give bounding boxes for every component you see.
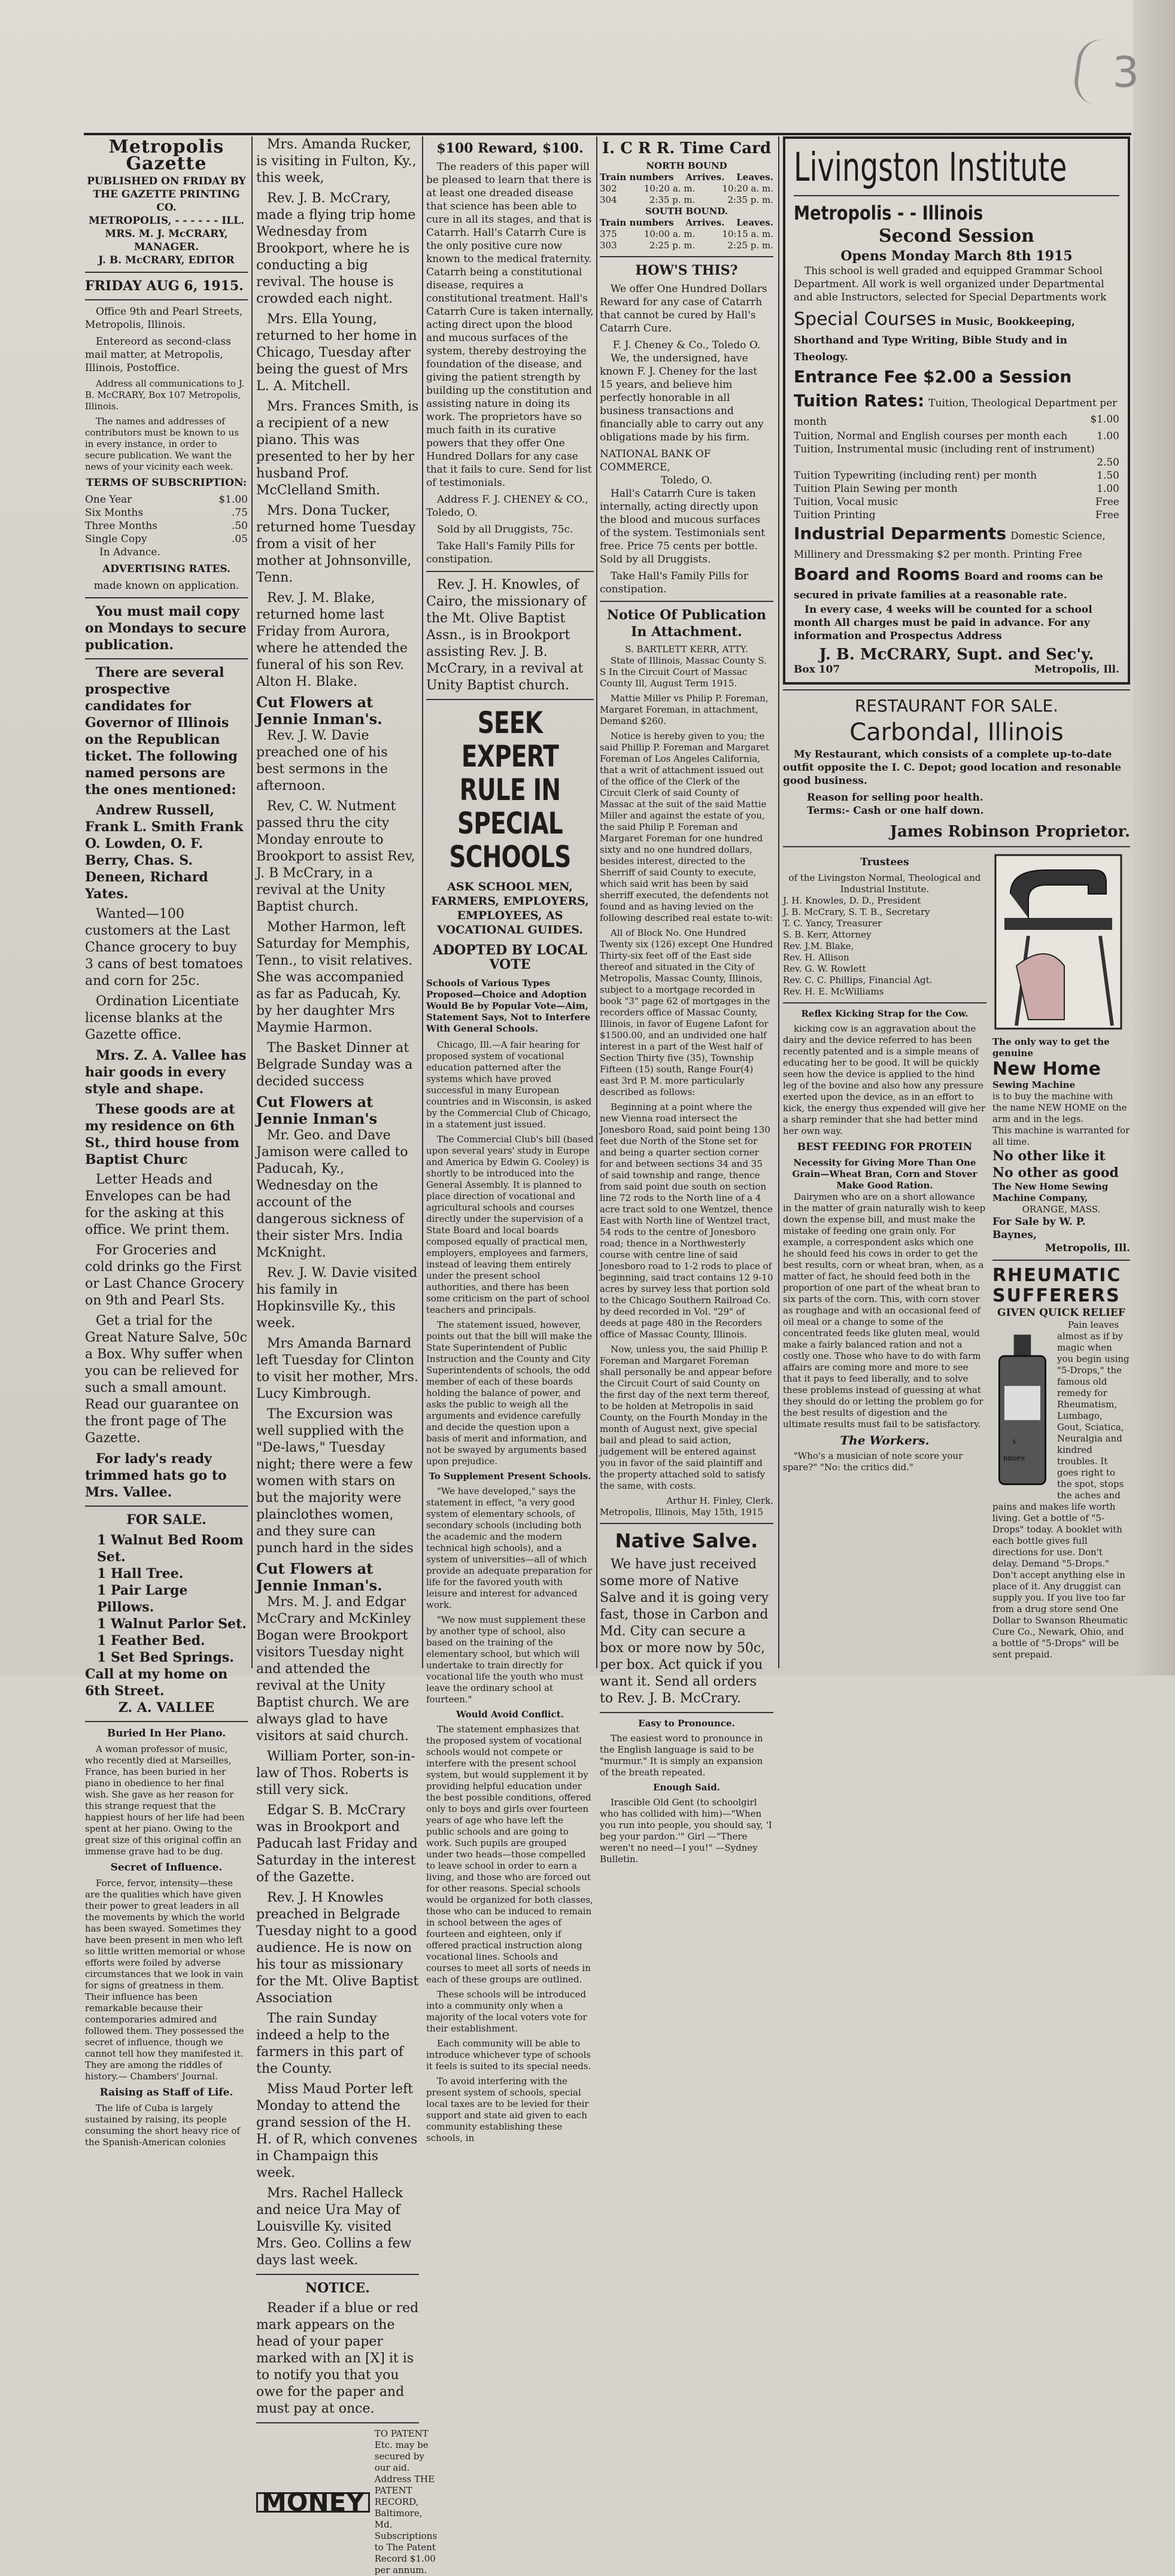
sewing-slogan: No other like it: [992, 1148, 1106, 1164]
tuition-section: [794, 389, 1119, 430]
hats-ad: For lady's ready trimmed hats go to Mrs. Vallee.: [85, 1451, 227, 1500]
sale-item: 1 Pair Large Pillows.: [97, 1583, 188, 1615]
sale-signature: Z. A. VALLEE: [118, 1700, 215, 1716]
advertising-title: ADVERTISING RATES.: [102, 563, 230, 575]
local-item: William Porter, son-in-law of Thos. Roberts is still very sick.: [256, 1749, 415, 1798]
native-salve-text: We have just received some more of Native Salve and it is going very fast, those in Carbon and Md. City can secure a box or more now by 50c, per box. Act quick if you want it. Send all orders to Rev. J. B. McCrary.: [600, 1557, 769, 1706]
column-5: [783, 136, 1130, 1664]
tuition-head-price: $1.00: [1090, 413, 1119, 425]
money-logo: MONEY: [256, 2492, 370, 2513]
local-item: Rev. J. H Knowles preached in Belgrade Tuesday night to a good audience. He is now on his tour as missionary for the Mt. Olive Baptist Association: [256, 1890, 419, 2006]
enough-text: Irascible Old Gent (to schoolgirl who has collided with him)—"When you run into people, you should say, 'I beg your pardon.'" Girl —"There weren't no need—I you!" —Sydney Bulletin.: [600, 1797, 772, 1865]
term-label: Three Months: [85, 520, 158, 532]
trustee: S. B. Kerr, Attorney: [783, 929, 872, 940]
governor-names: Andrew Russell, Frank L. Smith Frank O. Lowden, O. F. Berry, Chas. S. Deneen, Richard Yates.: [85, 802, 244, 902]
page-edge: [1133, 0, 1175, 1675]
institute-signature: J. B. McCRARY, Supt. and Sec'y.: [819, 646, 1094, 664]
attachment-date: Metropolis, Illinois, May 15th, 1915: [600, 1507, 763, 1517]
reward-address: Address F. J. CHENEY & CO., Toledo, O.: [426, 494, 588, 519]
institute-box: [794, 663, 1119, 676]
board-text: Board and rooms can be secured in private families at a reasonable rate.: [794, 571, 1103, 601]
attachment-title: Notice Of Publication In Attachment.: [606, 607, 767, 640]
term-label: One Year: [85, 494, 132, 506]
divider: [85, 272, 248, 273]
divider: [85, 658, 248, 659]
divider: [600, 1523, 773, 1524]
attachment-paragraph: Notice is hereby given to you; the said Phillip P. Foreman and Margaret Foreman of Los Angeles California, that a writ of attachment issued out of the office of the Clerk of the Circuit Clerk of said County of Massac at the suit of the said Mattie Miller and against the estate of you, the said Philip P. Foreman and Margaret Foreman for one hundred sixty and no one hundred dollars, besides interest, directed to the Sherriff of said County to execute, which said writ has been by said sherriff executed, the defendents not found and as having levied on the following described real estate to-wit:: [600, 731, 773, 923]
reward-pills: Take Hall's Family Pills for constipation.: [426, 540, 575, 565]
timecard-cell: 2:25 p. m.: [727, 240, 773, 251]
term-label: Six Months: [85, 507, 144, 519]
headline: SEEK EXPERT RULE IN SPECIAL SCHOOLS: [449, 705, 571, 874]
attachment-paragraph: All of Block No. One Hundred Twenty six (126) except One Hundred Thirty-six feet off of the East side thereof and situated in the City of Metropolis, Massac County, Illinois, subject to a mortgage recorded in book "3" page 62 of mortgages in the recorders office of Massac County, Illinois, in favor of Eugene Lafont for $1500.00, and an undivided one half interest in a part of the West half of Section Thirty five (35), Township Fifteen (15) south, Range Four(4) east 3rd P. M. more particularly described as follows:: [600, 927, 773, 1097]
special-text: in Music, Bookkeeping, Shorthand and Type Writing, Bible Study and in Theology.: [794, 316, 1075, 363]
timecard-cell: 304: [600, 194, 617, 205]
trustees-sub: of the Livingston Normal, Theological and Industrial Institute.: [788, 872, 981, 895]
feeding-sub: Necessity for Giving More Than One Grain—Wheat Bran, Corn and Stover Make Good Ration.: [792, 1157, 977, 1191]
timecard-row: [600, 194, 773, 206]
tuition-row: [794, 509, 1119, 522]
sewing-line: is to buy the machine with the name NEW HOME on the arm and in the legs.: [992, 1091, 1127, 1124]
easy-text: The easiest word to pronounce in the English language is said to be "murmur." It is simply an expansion of the breath repeated.: [600, 1733, 763, 1778]
notice-title: NOTICE.: [305, 2280, 370, 2296]
tuition-price: Free: [1095, 509, 1119, 521]
divider: [85, 597, 248, 598]
hows-title: HOW'S THIS?: [635, 263, 738, 278]
headline-deck: ASK SCHOOL MEN, FARMERS, EMPLOYERS, EMPLOYEES, AS VOCATIONAL GUIDES.: [431, 880, 589, 936]
advertising-sub: made known on application.: [93, 580, 239, 592]
kicking-text: kicking cow is an aggravation about the dairy and the device referred to has been recently patented and is a simple means of educating her to be good. It will be quickly seen how the device is applied to the hind leg of the bovine and also how any pressure exerted upon the device, as in an effort to kick, the energy thus expended will give her a sharp reminder that she had better mind her own way.: [783, 1023, 986, 1136]
contributor-notice: The names and addresses of contributors must be known to us in every instance, in order to secure publication. We want the news of your vicinity each week.: [85, 416, 239, 472]
tuition-price: Free: [1095, 496, 1119, 508]
vallee-ad: Mrs. Z. A. Vallee has hair goods in every style and shape.: [85, 1048, 247, 1097]
timecard-col: Train numbers: [600, 217, 674, 228]
local-item: Miss Maud Porter left Monday to attend the grand session of the H. H. of R, which convenes in Champaign this week.: [256, 2082, 418, 2180]
rheumatic-title: SUFFERERS: [992, 1285, 1121, 1306]
page-number: 3: [1112, 48, 1139, 97]
box-number: Box 107: [794, 664, 840, 676]
wanted-ad: Wanted—100 customers at the Last Chance grocery to buy 3 cans of best tomatoes and corn for 25c.: [85, 907, 243, 989]
local-item: Rev, C. W. Nutment passed thru the city Monday enroute to Brookport to assist Rev, J. B McCrary, in a revival at the Unity Baptist church.: [256, 799, 415, 914]
column-1: [85, 136, 248, 2152]
sewing-line: This machine is warranted for all time.: [992, 1125, 1130, 1147]
article-paragraph: Chicago, Ill.—A fair hearing for proposed system of vocational education patterned after the systems which have proved successful in many European countries and in Wisconsin, is asked by the Commercial Club of Chicago, in a statement just issued.: [426, 1039, 592, 1130]
patent-ad: [256, 2428, 438, 2576]
timecard-col: Arrives.: [685, 172, 725, 183]
institute-city: Metropolis - - Illinois: [794, 202, 983, 224]
tuition-row: [794, 482, 1119, 495]
attachment-clerk: Arthur H. Finley, Clerk.: [666, 1495, 773, 1506]
article-paragraph: The statement issued, however, points out that the bill will make the State Superintendent of Public Instruction and the County and City Superintendents of schools, the odd member of each of these boards holding the balance of power, and asks the public to weigh all the arguments and evidence carefully and decide the question upon a basis of merit and information, and not be swayed by arguments based upon prejudice.: [426, 1319, 593, 1467]
timecard-cell: 2:25 p. m.: [649, 240, 696, 251]
medicine-bottle-icon: [992, 1322, 1052, 1501]
column-3: [426, 136, 594, 2148]
workers-text: "Who's a musician of note score your spare?" "No: the critics did.": [783, 1450, 963, 1473]
tuition-row: [794, 430, 1119, 443]
cut-flowers-ad: Cut Flowers at Jennie Inman's: [256, 1093, 378, 1127]
feeding-text: Dairymen who are on a short allowance in the matter of grain naturally wish to keep down the expense bill, and must make the mistake of feeding one grain only. For example, a correspondent asks which one he should feed his cows in order to get the best results, corn or wheat bran, when, as a matter of fact, he should feed both in the proportion of one part of the wheat bran to six parts of the corn. This, with corn stover as roughage and with an occasional feed of oil meal or a change to some of the concentrated feeds like gluten meal, would make a fairly balanced ration and not a costly one. Those who have to do with farm affairs are coming more and more to see that it pays to feed liberally, and to solve these problems instead of guessing at what they should do or letting the problem go for the best results of digestion and the ultimate results must fail to be satisfactory.: [783, 1191, 986, 1430]
address-notice: Address all communications to J. B. McCRARY, Box 107 Metropolis, Illinois.: [85, 378, 245, 412]
local-item: Mother Harmon, left Saturday for Memphis, Tenn., to visit relatives. She was accompanied as far as Paducah, Ky. by her daughter Mrs Maymie Harmon.: [256, 920, 413, 1035]
timecard-row: [600, 183, 773, 194]
special-title: Special Courses: [794, 309, 936, 330]
baynes-city: Metropolis, Ill.: [1045, 1242, 1130, 1254]
timecard-header: [600, 172, 773, 183]
trustee: Rev. G. W. Rowlett: [783, 963, 866, 974]
divider: [85, 299, 248, 300]
raising-article: The life of Cuba is largely sustained by raising, its people consuming the short heavy rice of the Spanish-American colonies: [85, 2103, 240, 2148]
timecard-col: Leaves.: [736, 172, 773, 183]
trustee: T. C. Yancy, Treasurer: [783, 918, 882, 929]
masthead: Metropolis Gazette: [108, 136, 224, 174]
local-item: Rev. J. W. Davie visited his family in Hopkinsville Ky., this week.: [256, 1266, 418, 1331]
sewing-ad: [992, 852, 1130, 1664]
tuition-label: Tuition, Vocal music: [794, 496, 898, 508]
local-item: Mrs. Rachel Halleck and neice Ura May of Louisville Ky. visited Mrs. Geo. Collins a few days last week.: [256, 2186, 412, 2268]
terms-list: [85, 493, 248, 546]
divider: [256, 2422, 419, 2423]
restaurant-city: Carbondal, Illinois: [849, 719, 1064, 746]
divider: [600, 1712, 773, 1713]
attachment-paragraph: Beginning at a point where the new Vienna road intersect the Jonesboro Road, said point being 130 feet due North of the Stone set for and being a quarter section corner for and between sections 34 and 35 of said township and range, thence from said point due south on section line 72 rods to the North line of a 4 acre tract sold to one Wentzel, thence East with North line of Wentzel tract, 54 rods to the centre of Jonesboro road; thence in a Northwesterly course with centre line of said Jonesboro road to 1-2 rods to place of beginning, said tract contains 12 9-10 acres by survey less that portion sold to the Chicago Southern Railroad Co. by deed recorded in Vol. "29" of deeds at page 480 in the Recorders office of Massac County, Illinois.: [600, 1102, 773, 1340]
groceries-ad: For Groceries and cold drinks go the First or Last Chance Grocery on 9th and Pearl Sts.: [85, 1243, 244, 1308]
native-salve-title: Native Salve.: [615, 1529, 758, 1552]
hows-text: Hall's Catarrh Cure is taken internally, acting directly upon the blood and mucous surfaces of the system. Testimonials sent free. Price 75 cents per bottle. Sold by all Druggists.: [600, 488, 766, 565]
timecard-south: SOUTH BOUND.: [645, 206, 728, 217]
board-section: [794, 562, 1119, 603]
salve-ad: Get a trial for the Great Nature Salve, 50c a Box. Why suffer when you can be relieved for such a small amount. Read our guarantee on the front page of The Gazette.: [85, 1313, 247, 1446]
tuition-label: Tuition Printing: [794, 509, 876, 521]
cut-flowers-ad: Cut Flowers at Jennie Inman's.: [256, 694, 382, 728]
headline-deck: ADOPTED BY LOCAL VOTE: [433, 942, 587, 972]
column-4: [600, 136, 773, 1869]
local-item: Rev. J. W. Davie preached one of his best sermons in the afternoon.: [256, 728, 388, 793]
baynes: For Sale by W. P. Baynes,: [992, 1216, 1086, 1241]
sewing-company: The New Home Sewing Machine Company,: [992, 1181, 1109, 1203]
ordination-ad: Ordination Licentiate license blanks at the Gazette office.: [85, 994, 239, 1042]
term-price: $1.00: [218, 494, 248, 506]
rheumatic-title: RHEUMATIC: [992, 1265, 1122, 1286]
local-item: Mr. Geo. and Dave Jamison were called to Paducah, Ky., Wednesday on the account of the dangerous sickness of their sister Mrs. India McKnight.: [256, 1128, 408, 1260]
tuition-price: 2.50: [1097, 457, 1119, 469]
notice-text: Reader if a blue or red mark appears on the head of your paper marked with an [X] it is to notify you that you owe for the paper and must pay at once.: [256, 2301, 419, 2416]
hows-text: Take Hall's Family Pills for constipation.: [600, 570, 748, 595]
bank-city: Toledo, O.: [660, 475, 713, 486]
institute-ad: [783, 136, 1130, 685]
timecard-cell: 10:00 a. m.: [643, 229, 696, 239]
board-title: Board and Rooms: [794, 564, 960, 584]
raising-title: Raising as Staff of Life.: [99, 2087, 233, 2098]
term-price: .50: [231, 520, 248, 532]
column-rule: [778, 136, 779, 1668]
timecard-cell: 10:20 a. m.: [722, 183, 773, 194]
box-city: Metropolis, Ill.: [1034, 664, 1119, 676]
term-price: .05: [231, 533, 248, 545]
publisher-line: J. B. McCRARY, EDITOR: [98, 254, 235, 266]
local-item: The Basket Dinner at Belgrade Sunday was a decided success: [256, 1041, 413, 1089]
attachment-paragraph: State of Illinois, Massac County S. S In the Circuit Court of Massac County Ill, August Term 1915.: [600, 655, 767, 689]
knowles-item: Rev. J. H. Knowles, of Cairo, the missionary of the Mt. Olive Baptist Assn., is in Brookport assisting Rev. J. B. McCrary, in a revival at Unity Baptist church.: [426, 577, 587, 693]
timecard-cell: 2:35 p. m.: [727, 194, 773, 205]
timecard-cell: 2:35 p. m.: [649, 194, 696, 205]
term-price: .75: [231, 507, 248, 519]
tuition-row: [794, 469, 1119, 482]
divider: [600, 601, 773, 602]
terms-title: TERMS OF SUBSCRIPTION:: [86, 477, 247, 489]
timecard-col: Train numbers: [600, 172, 674, 183]
tuition-label: Tuition Plain Sewing per month: [794, 483, 958, 495]
tuition-price: 1.00: [1097, 430, 1119, 442]
enough-title: Enough Said.: [653, 1782, 720, 1793]
divider: [783, 846, 1130, 847]
institute-opens: Opens Monday March 8th 1915: [840, 248, 1073, 264]
vallee-ad: These goods are at my residence on 6th St., third house from Baptist Churc: [85, 1102, 239, 1167]
sale-item: 1 Walnut Parlor Set.: [97, 1616, 247, 1632]
article-paragraph: The statement emphasizes that the proposed system of vocational schools would not compete or interfere with the present school system, but would supplement it by providing helpful education under the best possible conditions, offered only to boys and girls over fourteen years of age who have left the public schools and are going to work. Such pupils are grouped under two heads—those compelled to leave school in order to earn a living, and those who are forced out for other reasons. Special schools would be organized for both classes, those who can be induced to remain in school between the ages of fourteen and eighteen, only if offered practical instruction along vocational lines. Schools and courses to meet all sorts of needs in each of these groups are outlined.: [426, 1724, 593, 1985]
restaurant-reason: Reason for selling poor health.: [807, 792, 983, 804]
influence-title: Secret of Influence.: [110, 1862, 223, 1874]
timecard-row: [600, 229, 773, 240]
article-paragraph: The Commercial Club's bill (based upon several years' study in Europe and America by Edwin G. Cooley) is shortly to be introduced into the General Assembly. It is planned to place direction of vocational and agricultural schools and courses directly under the supervision of a State Board and local boards composed equally of practical men, employers, employees and farmers, instead of leaving them entirely under the present school authorities, and there has been some criticism on the part of school teachers and principals.: [426, 1134, 594, 1315]
timecard-title: I. C R R. Time Card: [602, 139, 772, 157]
column-rule: [251, 136, 253, 1668]
divider: [992, 1260, 1130, 1261]
restaurant-body: My Restaurant, which consists of a complete up-to-date outfit opposite the I. C. Depot; good location and resonable good business.: [783, 749, 1122, 787]
attachment-paragraph: Now, unless you, the said Phillip P. Foreman and Margaret Foreman shall personally be and appear before the Circuit Court of said County on the first day of the next term thereof, to be holden at Metropolis in said County, on the Fourth Monday in the month of August next, give special bail and plead to said action, judgement will be entered against you in favor of the said plaintiff and the property attached sold to satisfy the same, with costs.: [600, 1344, 772, 1491]
publisher-line: MRS. M. J. McCRARY, MANAGER.: [105, 228, 228, 253]
patent-text: TO PATENT Etc. may be secured by our aid. Address THE PATENT RECORD, Baltimore, Md. Subscriptions to The Patent Record $1.00 per annum.: [374, 2428, 438, 2575]
sale-list: [85, 1532, 248, 1666]
reward-text: The readers of this paper will be pleased to learn that there is at least one dreaded disease that science has been able to cure in all its stages, and that is Catarrh. Hall's Catarrh Cure is the only positive cure now known to the medical fraternity. Catarrh being a constitutional disease, requires a constitutional treatment. Hall's Catarrh Cure is taken internally, acting direct upon the blood and mucous surfaces of the system, thereby destroying the foundation of the disease, and giving the patient strength by building up the constitution and assisting nature in doing its work. The proprietors have so much faith in its curative powers that they offer One Hundred Dollars for any case that it fails to cure. Send for list of testimonials.: [426, 161, 594, 489]
local-item: Edgar S. B. McCrary was in Brookport and Paducah last Friday and Saturday in the interest of the Gazette.: [256, 1803, 418, 1885]
column-rule: [422, 136, 423, 1668]
sewing-city: ORANGE, MASS.: [1022, 1204, 1101, 1215]
workers-title: The Workers.: [840, 1433, 930, 1447]
institute-title: Livingston Institute: [794, 144, 1067, 190]
term-label: Single Copy: [85, 533, 147, 545]
headline-summary: Schools of Various Types Proposed—Choice and Adoption Would Be by Popular Vote—Aim, Statement Says, Not to Interfere With General Schools.: [426, 978, 591, 1034]
restaurant-signature: James Robinson Proprietor.: [889, 823, 1130, 841]
tuition-row: [794, 495, 1119, 509]
divider: [85, 1506, 248, 1507]
tuition-title: Tuition Rates:: [794, 391, 925, 410]
entrance-fee: Entrance Fee $2.00 a Session: [794, 367, 1072, 387]
trustee: J. B. McCrary, S. T. B., Secretary: [783, 907, 930, 917]
timecard-cell: 10:20 a. m.: [643, 183, 696, 194]
trustees-title: Trustees: [860, 856, 909, 868]
tuition-row: [794, 456, 1119, 469]
sewing-slogan: No other as good: [992, 1165, 1119, 1181]
tuition-price: 1.00: [1097, 483, 1119, 495]
trustee: Rev. J.M. Blake,: [783, 941, 854, 951]
divider: [426, 571, 594, 572]
attachment-paragraph: Mattie Miller vs Philip P. Foreman, Margaret Foreman, in attachment, Demand $260.: [600, 693, 769, 726]
divider: [426, 699, 594, 700]
institute-body: This school is well graded and equipped Grammar School Department. All work is well organized under Departmental and able Instructors, selected for Special Departments work: [794, 265, 1107, 303]
institute-terms: In every case, 4 weeks will be counted for a school month All charges must be paid in advance. For any information and Prospectus Address: [794, 604, 1092, 642]
publisher-line: METROPOLIS, - - - - - - ILL.: [89, 215, 244, 227]
local-item: Mrs. Ella Young, returned to her home in Chicago, Tuesday after being the guest of Mrs L. A. Mitchell.: [256, 312, 417, 394]
top-rule: [84, 133, 1131, 135]
timecard-cell: 302: [600, 183, 617, 194]
industrial-section: [794, 522, 1119, 562]
trustee: J. H. Knowles, D. D., President: [783, 895, 921, 906]
local-item: The Excursion was well supplied with the "De-laws," Tuesday night; there were a few women with stars on but the majority were plainclothes women, and they sure can punch hard in the sides: [256, 1407, 414, 1556]
reward-title: $100 Reward, $100.: [436, 141, 584, 156]
for-sale-title: FOR SALE.: [126, 1512, 207, 1528]
local-item: Rev. J. M. Blake, returned home last Friday from Aurora, where he attended the funeral of his son Rev. Alton H. Blake.: [256, 591, 408, 689]
divider: [600, 256, 773, 257]
institute-session: Second Session: [878, 226, 1034, 247]
hows-text: We, the undersigned, have known F. J. Cheney for the last 15 years, and believe him perfectly honorable in all business transactions and financially able to carry out any obligations made by his firm.: [600, 352, 764, 443]
article-subhead: Would Avoid Conflict.: [456, 1709, 564, 1720]
tuition-head: Tuition, Theological Department per month: [794, 397, 1118, 428]
local-item: Rev. J. B. McCrary, made a flying trip home Wednesday from Brookport, where he is conducting a big revival. The house is crowded each night.: [256, 191, 416, 306]
entered-notice: Entereord as second-class mail matter, at Metropolis, Illinois, Postoffice.: [85, 336, 232, 374]
local-item: Mrs Amanda Barnard left Tuesday for Clinton to visit her mother, Mrs. Lucy Kimbrough.: [256, 1336, 418, 1401]
sale-item: 1 Set Bed Springs.: [97, 1650, 234, 1665]
article-paragraph: Each community will be able to introduce whichever type of schools it feels is suited to its special needs.: [426, 2038, 591, 2072]
copy-notice: You must mail copy on Mondays to secure publication.: [85, 604, 247, 653]
divider: [85, 1721, 248, 1722]
trustees-block: [783, 852, 986, 1664]
rheumatic-text: Pain leaves almost as if by magic when you begin using "5-Drops," the famous old remedy for Rheumatism, Lumbago, Gout, Sciatica, Neuralgia and kindred troubles. It goes right to the spot, stops the aches and pains and makes life worth living. Get a bottle of "5-Drops" today. A booklet with each bottle gives full directions for use. Don't delay. Demand "5-Drops." Don't accept anything else in place of it. Any druggist can supply you. If you live too far from a drug store send One Dollar to Swanson Rheumatic Cure Co., Newark, Ohio, and a bottle of "5-Drops" will be sent prepaid.: [992, 1319, 1130, 1660]
timecard-col: Leaves.: [736, 217, 773, 228]
sale-item: 1 Feather Bed.: [97, 1633, 205, 1649]
trustee: Rev. H. E. McWilliams: [783, 986, 884, 997]
timecard-north: NORTH BOUND: [646, 160, 727, 171]
local-item: Mrs. M. J. and Edgar McCrary and McKinley Bogan were Brookport visitors Tuesday night and attended the revival at the Unity Baptist church. We are always glad to have visitors at said church.: [256, 1595, 411, 1744]
divider: [783, 689, 1130, 691]
article-paragraph: These schools will be introduced into a community only when a majority of the local voters vote for their establishment.: [426, 1989, 587, 2034]
sewing-machine-illustration: [992, 852, 1124, 1032]
tuition-label: Tuition, Normal and English courses per month each: [794, 430, 1068, 442]
piano-article: A woman professor of music, who recently died at Marseilles, France, has been buried in her piano in obedience to her final wish. She gave as her reason for this strange request that the happiest hours of her life had been spent at her piano. Owing to the great size of this original coffin an immense grave had to be dug.: [85, 1744, 245, 1857]
local-item: Mrs. Dona Tucker, returned home Tuesday from a visit of her mother at Johnsonville, Tenn.: [256, 503, 416, 585]
industrial-title: Industrial Deparments: [794, 524, 1007, 543]
tuition-label: Tuition Typewriting (including rent) per month: [794, 470, 1037, 482]
local-item: Mrs. Frances Smith, is a recipient of a new piano. This was presented to her by her husband Prof. McClelland Smith.: [256, 399, 419, 498]
industrial-text: Domestic Science, Millinery and Dressmaking $2 per month. Printing Free: [794, 530, 1106, 561]
letterheads-ad: Letter Heads and Envelopes can be had for the asking at this office. We print them.: [85, 1172, 231, 1237]
sewing-line: Sewing Machine: [992, 1079, 1076, 1090]
local-item: Mrs. Amanda Rucker, is visiting in Fulton, Ky., this week,: [256, 137, 417, 185]
hows-text: We offer One Hundred Dollars Reward for any case of Catarrh that cannot be cured by Hall's Catarrh Cure.: [600, 283, 767, 334]
timecard-row: [600, 240, 773, 251]
timecard-col: Arrives.: [685, 217, 725, 228]
sale-item: 1 Walnut Bed Room Set.: [97, 1532, 244, 1565]
local-item: The rain Sunday indeed a help to the farmers in this part of the County.: [256, 2011, 403, 2076]
restaurant-terms: Terms:- Cash or one half down.: [807, 805, 984, 817]
divider: [783, 1002, 986, 1003]
column-2: [256, 136, 438, 2576]
timecard-cell: 303: [600, 240, 617, 251]
piano-title: Buried In Her Piano.: [107, 1728, 226, 1739]
hows-sig: F. J. Cheney & Co., Toledo O.: [612, 339, 761, 351]
article-paragraph: To avoid interfering with the present system of schools, special local taxes are to be levied for their support and state aid given to each community establishing these schools, in: [426, 2076, 589, 2143]
office-address: Office 9th and Pearl Streets, Metropolis, Illinois.: [85, 306, 243, 331]
timecard-header: [600, 217, 773, 229]
feeding-title: BEST FEEDING FOR PROTEIN: [797, 1141, 973, 1153]
tuition-price: 1.50: [1097, 470, 1119, 482]
trustee: Rev. C. C. Phillips, Financial Agt.: [783, 975, 933, 986]
sale-call: Call at my home on 6th Street.: [85, 1666, 228, 1699]
influence-article: Force, fervor, intensity—these are the qualities which have given their power to great leaders in all the movements by which the world has been swayed. Sometimes they have been present in men who left so little written memorial or whose efforts were foiled by adverse circumstances that we look in vain for signs of greatness in them. Their influence has been remarkable because their contemporaries admired and followed them. They possessed the secret of influence, though we cannot tell how they manifested it. They are among the riddles of history.— Chambers' Journal.: [85, 1878, 245, 2082]
tuition-label: Tuition, Instrumental music (including rent of instrument): [794, 443, 1095, 455]
divider: [256, 2274, 419, 2275]
rheumatic-sub: GIVEN QUICK RELIEF: [997, 1307, 1125, 1319]
column-rule: [596, 136, 597, 1668]
reward-sold: Sold by all Druggists, 75c.: [437, 524, 573, 536]
trustee: Rev. H. Allison: [783, 952, 849, 963]
trustees-and-sewing: [783, 852, 1130, 1664]
in-advance: In Advance.: [99, 546, 160, 558]
tuition-row: [794, 443, 1119, 456]
article-paragraph: "We now must supplement these by another type of school, also based on the training of the elementary school, but which will undertake to train directly for vocational life the youth who must leave the ordinary school at fourteen.": [426, 1614, 586, 1705]
restaurant-title: RESTAURANT FOR SALE.: [854, 696, 1059, 716]
bank-name: NATIONAL BANK OF COMMERCE,: [600, 448, 711, 473]
special-courses: [794, 308, 1119, 365]
timecard-cell: 10:15 a. m.: [722, 229, 773, 239]
divider: [794, 195, 1119, 196]
issue-date: FRIDAY AUG 6, 1915.: [85, 278, 244, 294]
publisher-line: THE GAZETTE PRINTING CO.: [93, 188, 240, 214]
sale-item: 1 Hall Tree.: [97, 1566, 184, 1582]
article-paragraph: "We have developed," says the statement in effect, "a very good system of elementary schools, of secondary schools (including both the academic and the modern technical high schools), and a system of universities—all of which provide an adequate preparation for life for the favored youth with leisure and interest for advanced work.: [426, 1486, 593, 1610]
article-subhead: To Supplement Present Schools.: [429, 1471, 591, 1482]
timecard-cell: 375: [600, 229, 617, 239]
easy-title: Easy to Pronounce.: [638, 1718, 735, 1729]
sewing-line: The only way to get the genuine: [992, 1036, 1110, 1059]
cut-flowers-ad: Cut Flowers at Jennie Inman's.: [256, 1560, 382, 1594]
publisher-line: PUBLISHED ON FRIDAY BY: [87, 175, 246, 187]
attachment-attorney: S. BARTLETT KERR, ATTY.: [625, 644, 748, 655]
governor-article: There are several prospective candidates for Governor of Illinois on the Republican ticket. The following named persons are the ones mentioned:: [85, 665, 238, 798]
kicking-title: Reflex Kicking Strap for the Cow.: [801, 1008, 968, 1019]
sewing-brand: New Home: [992, 1059, 1101, 1079]
